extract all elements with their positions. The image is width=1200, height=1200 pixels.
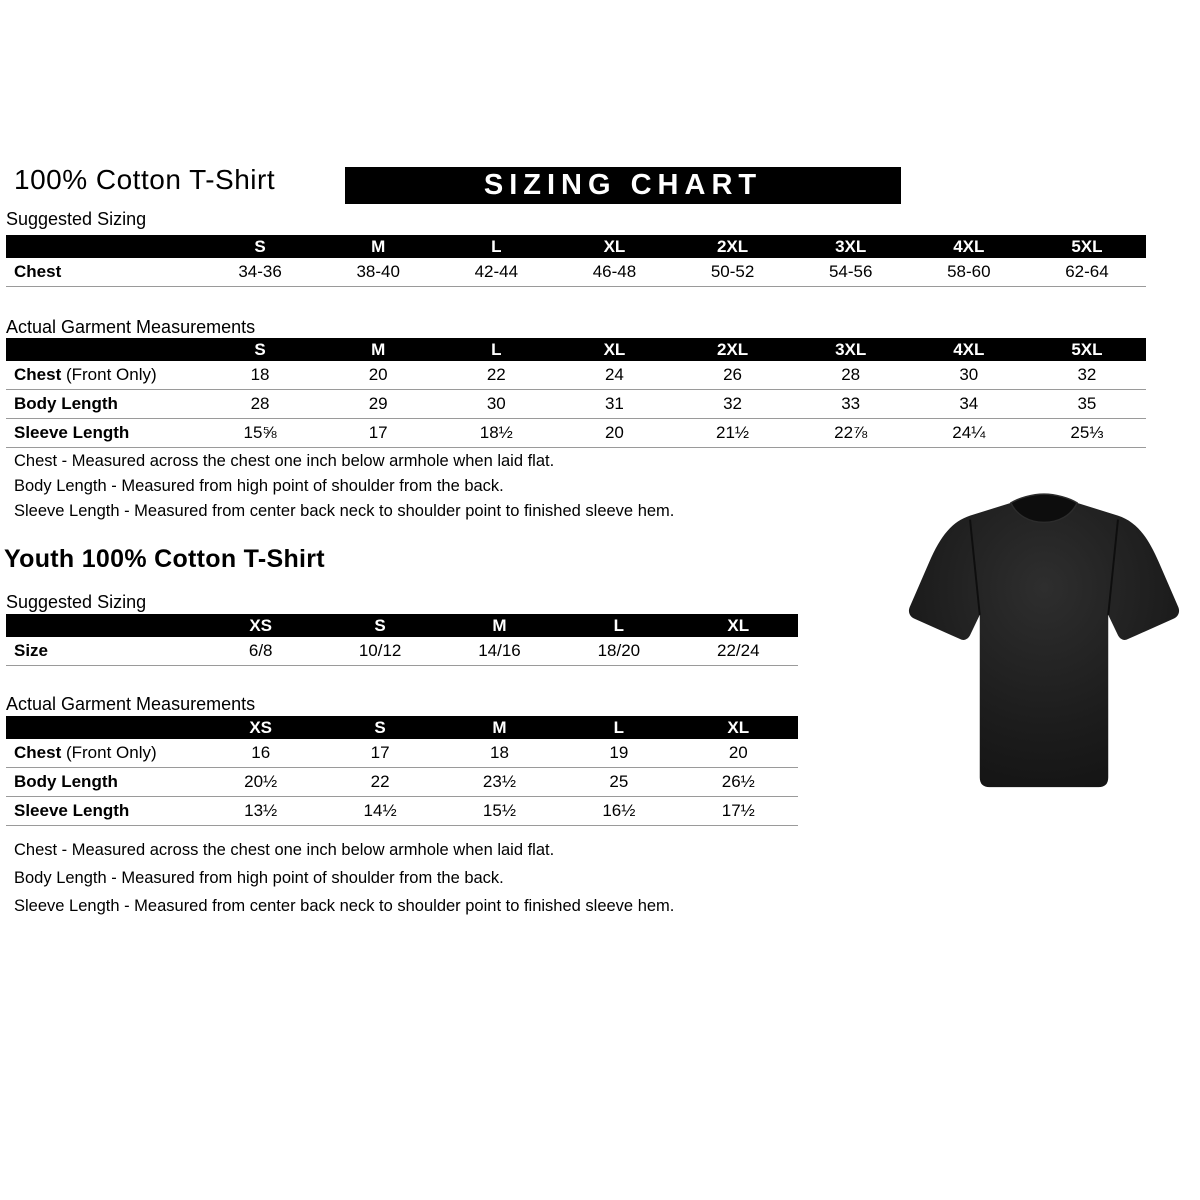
youth-suggested-sizing-table bbox=[6, 614, 798, 666]
size-value-cell: 15½ bbox=[440, 797, 559, 826]
size-column-header: 4XL bbox=[910, 235, 1028, 258]
size-column-header: XL bbox=[679, 614, 798, 637]
size-value-cell: 6/8 bbox=[201, 637, 320, 666]
table-row bbox=[6, 797, 798, 826]
youth-garment-table bbox=[6, 716, 798, 826]
size-value-cell: 46-48 bbox=[555, 258, 673, 287]
size-value-cell: 26 bbox=[674, 361, 792, 390]
size-column-header: M bbox=[440, 716, 559, 739]
measurement-note: Body Length - Measured from high point of shoulder from the back. bbox=[14, 869, 504, 887]
size-column-header: 5XL bbox=[1028, 235, 1146, 258]
size-column-header: 4XL bbox=[910, 338, 1028, 361]
tshirt-body bbox=[909, 494, 1179, 787]
size-value-cell: 31 bbox=[555, 390, 673, 419]
table-header-row bbox=[6, 716, 798, 739]
size-value-cell: 20 bbox=[679, 739, 798, 768]
size-value-cell: 22 bbox=[320, 768, 439, 797]
size-value-cell: 30 bbox=[437, 390, 555, 419]
size-value-cell: 62-64 bbox=[1028, 258, 1146, 287]
size-value-cell: 33 bbox=[792, 390, 910, 419]
size-column-header: 5XL bbox=[1028, 338, 1146, 361]
measurement-note: Chest - Measured across the chest one inch below armhole when laid flat. bbox=[14, 452, 555, 470]
size-value-cell: 16 bbox=[201, 739, 320, 768]
size-value-cell: 58-60 bbox=[910, 258, 1028, 287]
size-value-cell: 17 bbox=[319, 419, 437, 448]
size-value-cell: 17 bbox=[320, 739, 439, 768]
black-tshirt-image bbox=[898, 478, 1190, 814]
size-column-header: 2XL bbox=[674, 338, 792, 361]
size-value-cell: 24 bbox=[555, 361, 673, 390]
table-row bbox=[6, 419, 1146, 448]
measurement-note: Body Length - Measured from high point of shoulder from the back. bbox=[14, 477, 504, 495]
size-column-header: L bbox=[437, 235, 555, 258]
size-column-header: S bbox=[201, 338, 319, 361]
row-label: Chest bbox=[6, 258, 201, 287]
size-value-cell: 30 bbox=[910, 361, 1028, 390]
youth-garment-measurements-label: Actual Garment Measurements bbox=[6, 694, 256, 714]
table-header-row bbox=[6, 235, 1146, 258]
size-value-cell: 35 bbox=[1028, 390, 1146, 419]
page-title: 100% Cotton T-Shirt bbox=[14, 164, 276, 195]
size-value-cell: 22⅞ bbox=[792, 419, 910, 448]
size-column-header: XL bbox=[555, 338, 673, 361]
header-spacer bbox=[6, 716, 201, 739]
size-value-cell: 54-56 bbox=[792, 258, 910, 287]
size-value-cell: 29 bbox=[319, 390, 437, 419]
size-value-cell: 28 bbox=[201, 390, 319, 419]
size-column-header: XS bbox=[201, 614, 320, 637]
size-column-header: S bbox=[320, 614, 439, 637]
size-value-cell: 19 bbox=[559, 739, 678, 768]
header-spacer bbox=[6, 614, 201, 637]
size-value-cell: 20½ bbox=[201, 768, 320, 797]
size-value-cell: 21½ bbox=[674, 419, 792, 448]
size-value-cell: 18/20 bbox=[559, 637, 678, 666]
size-value-cell: 23½ bbox=[440, 768, 559, 797]
table-row bbox=[6, 768, 798, 797]
row-label: Body Length bbox=[6, 390, 201, 419]
header-spacer bbox=[6, 235, 201, 258]
size-value-cell: 13½ bbox=[201, 797, 320, 826]
size-value-cell: 22 bbox=[437, 361, 555, 390]
table-row bbox=[6, 258, 1146, 287]
measurement-note: Sleeve Length - Measured from center back neck to shoulder point to finished sleeve hem. bbox=[14, 897, 675, 915]
youth-measurement-notes bbox=[14, 841, 674, 925]
row-label: Body Length bbox=[6, 768, 201, 797]
size-column-header: S bbox=[201, 235, 319, 258]
table-row bbox=[6, 637, 798, 666]
size-column-header: XL bbox=[679, 716, 798, 739]
size-value-cell: 25⅓ bbox=[1028, 419, 1146, 448]
size-value-cell: 34-36 bbox=[201, 258, 319, 287]
size-column-header: M bbox=[319, 235, 437, 258]
size-value-cell: 26½ bbox=[679, 768, 798, 797]
size-value-cell: 20 bbox=[319, 361, 437, 390]
table-row bbox=[6, 739, 798, 768]
sizing-chart-banner: SIZING CHART bbox=[345, 167, 901, 204]
row-label: Sleeve Length bbox=[6, 797, 201, 826]
size-column-header: L bbox=[559, 614, 678, 637]
table-row bbox=[6, 361, 1146, 390]
size-column-header: XS bbox=[201, 716, 320, 739]
table-row bbox=[6, 390, 1146, 419]
youth-section-title: Youth 100% Cotton T-Shirt bbox=[4, 545, 325, 573]
size-value-cell: 16½ bbox=[559, 797, 678, 826]
size-value-cell: 34 bbox=[910, 390, 1028, 419]
table-header-row bbox=[6, 338, 1146, 361]
size-value-cell: 24¼ bbox=[910, 419, 1028, 448]
measurement-note: Sleeve Length - Measured from center back neck to shoulder point to finished sleeve hem. bbox=[14, 502, 675, 520]
size-column-header: L bbox=[559, 716, 678, 739]
size-column-header: 3XL bbox=[792, 235, 910, 258]
youth-suggested-sizing-label: Suggested Sizing bbox=[6, 592, 147, 612]
table-header-row bbox=[6, 614, 798, 637]
size-value-cell: 32 bbox=[1028, 361, 1146, 390]
size-value-cell: 17½ bbox=[679, 797, 798, 826]
size-column-header: L bbox=[437, 338, 555, 361]
size-column-header: XL bbox=[555, 235, 673, 258]
measurement-note: Chest - Measured across the chest one inch below armhole when laid flat. bbox=[14, 841, 555, 859]
size-column-header: M bbox=[440, 614, 559, 637]
adult-measurement-notes bbox=[14, 452, 674, 527]
size-value-cell: 14½ bbox=[320, 797, 439, 826]
size-value-cell: 20 bbox=[555, 419, 673, 448]
size-column-header: 3XL bbox=[792, 338, 910, 361]
size-value-cell: 18 bbox=[201, 361, 319, 390]
adult-suggested-sizing-table bbox=[6, 235, 1146, 287]
size-value-cell: 42-44 bbox=[437, 258, 555, 287]
size-column-header: M bbox=[319, 338, 437, 361]
size-value-cell: 28 bbox=[792, 361, 910, 390]
size-value-cell: 22/24 bbox=[679, 637, 798, 666]
row-label: Chest (Front Only) bbox=[6, 739, 201, 768]
size-column-header: S bbox=[320, 716, 439, 739]
row-label: Sleeve Length bbox=[6, 419, 201, 448]
size-column-header: 2XL bbox=[674, 235, 792, 258]
size-value-cell: 10/12 bbox=[320, 637, 439, 666]
adult-suggested-sizing-label: Suggested Sizing bbox=[6, 209, 147, 229]
size-value-cell: 18½ bbox=[437, 419, 555, 448]
size-value-cell: 15⅝ bbox=[201, 419, 319, 448]
size-value-cell: 14/16 bbox=[440, 637, 559, 666]
size-value-cell: 25 bbox=[559, 768, 678, 797]
row-label: Chest (Front Only) bbox=[6, 361, 201, 390]
size-value-cell: 50-52 bbox=[674, 258, 792, 287]
row-label: Size bbox=[6, 637, 201, 666]
size-value-cell: 18 bbox=[440, 739, 559, 768]
size-value-cell: 32 bbox=[674, 390, 792, 419]
size-value-cell: 38-40 bbox=[319, 258, 437, 287]
adult-garment-table bbox=[6, 338, 1146, 448]
adult-garment-measurements-label: Actual Garment Measurements bbox=[6, 317, 256, 337]
header-spacer bbox=[6, 338, 201, 361]
